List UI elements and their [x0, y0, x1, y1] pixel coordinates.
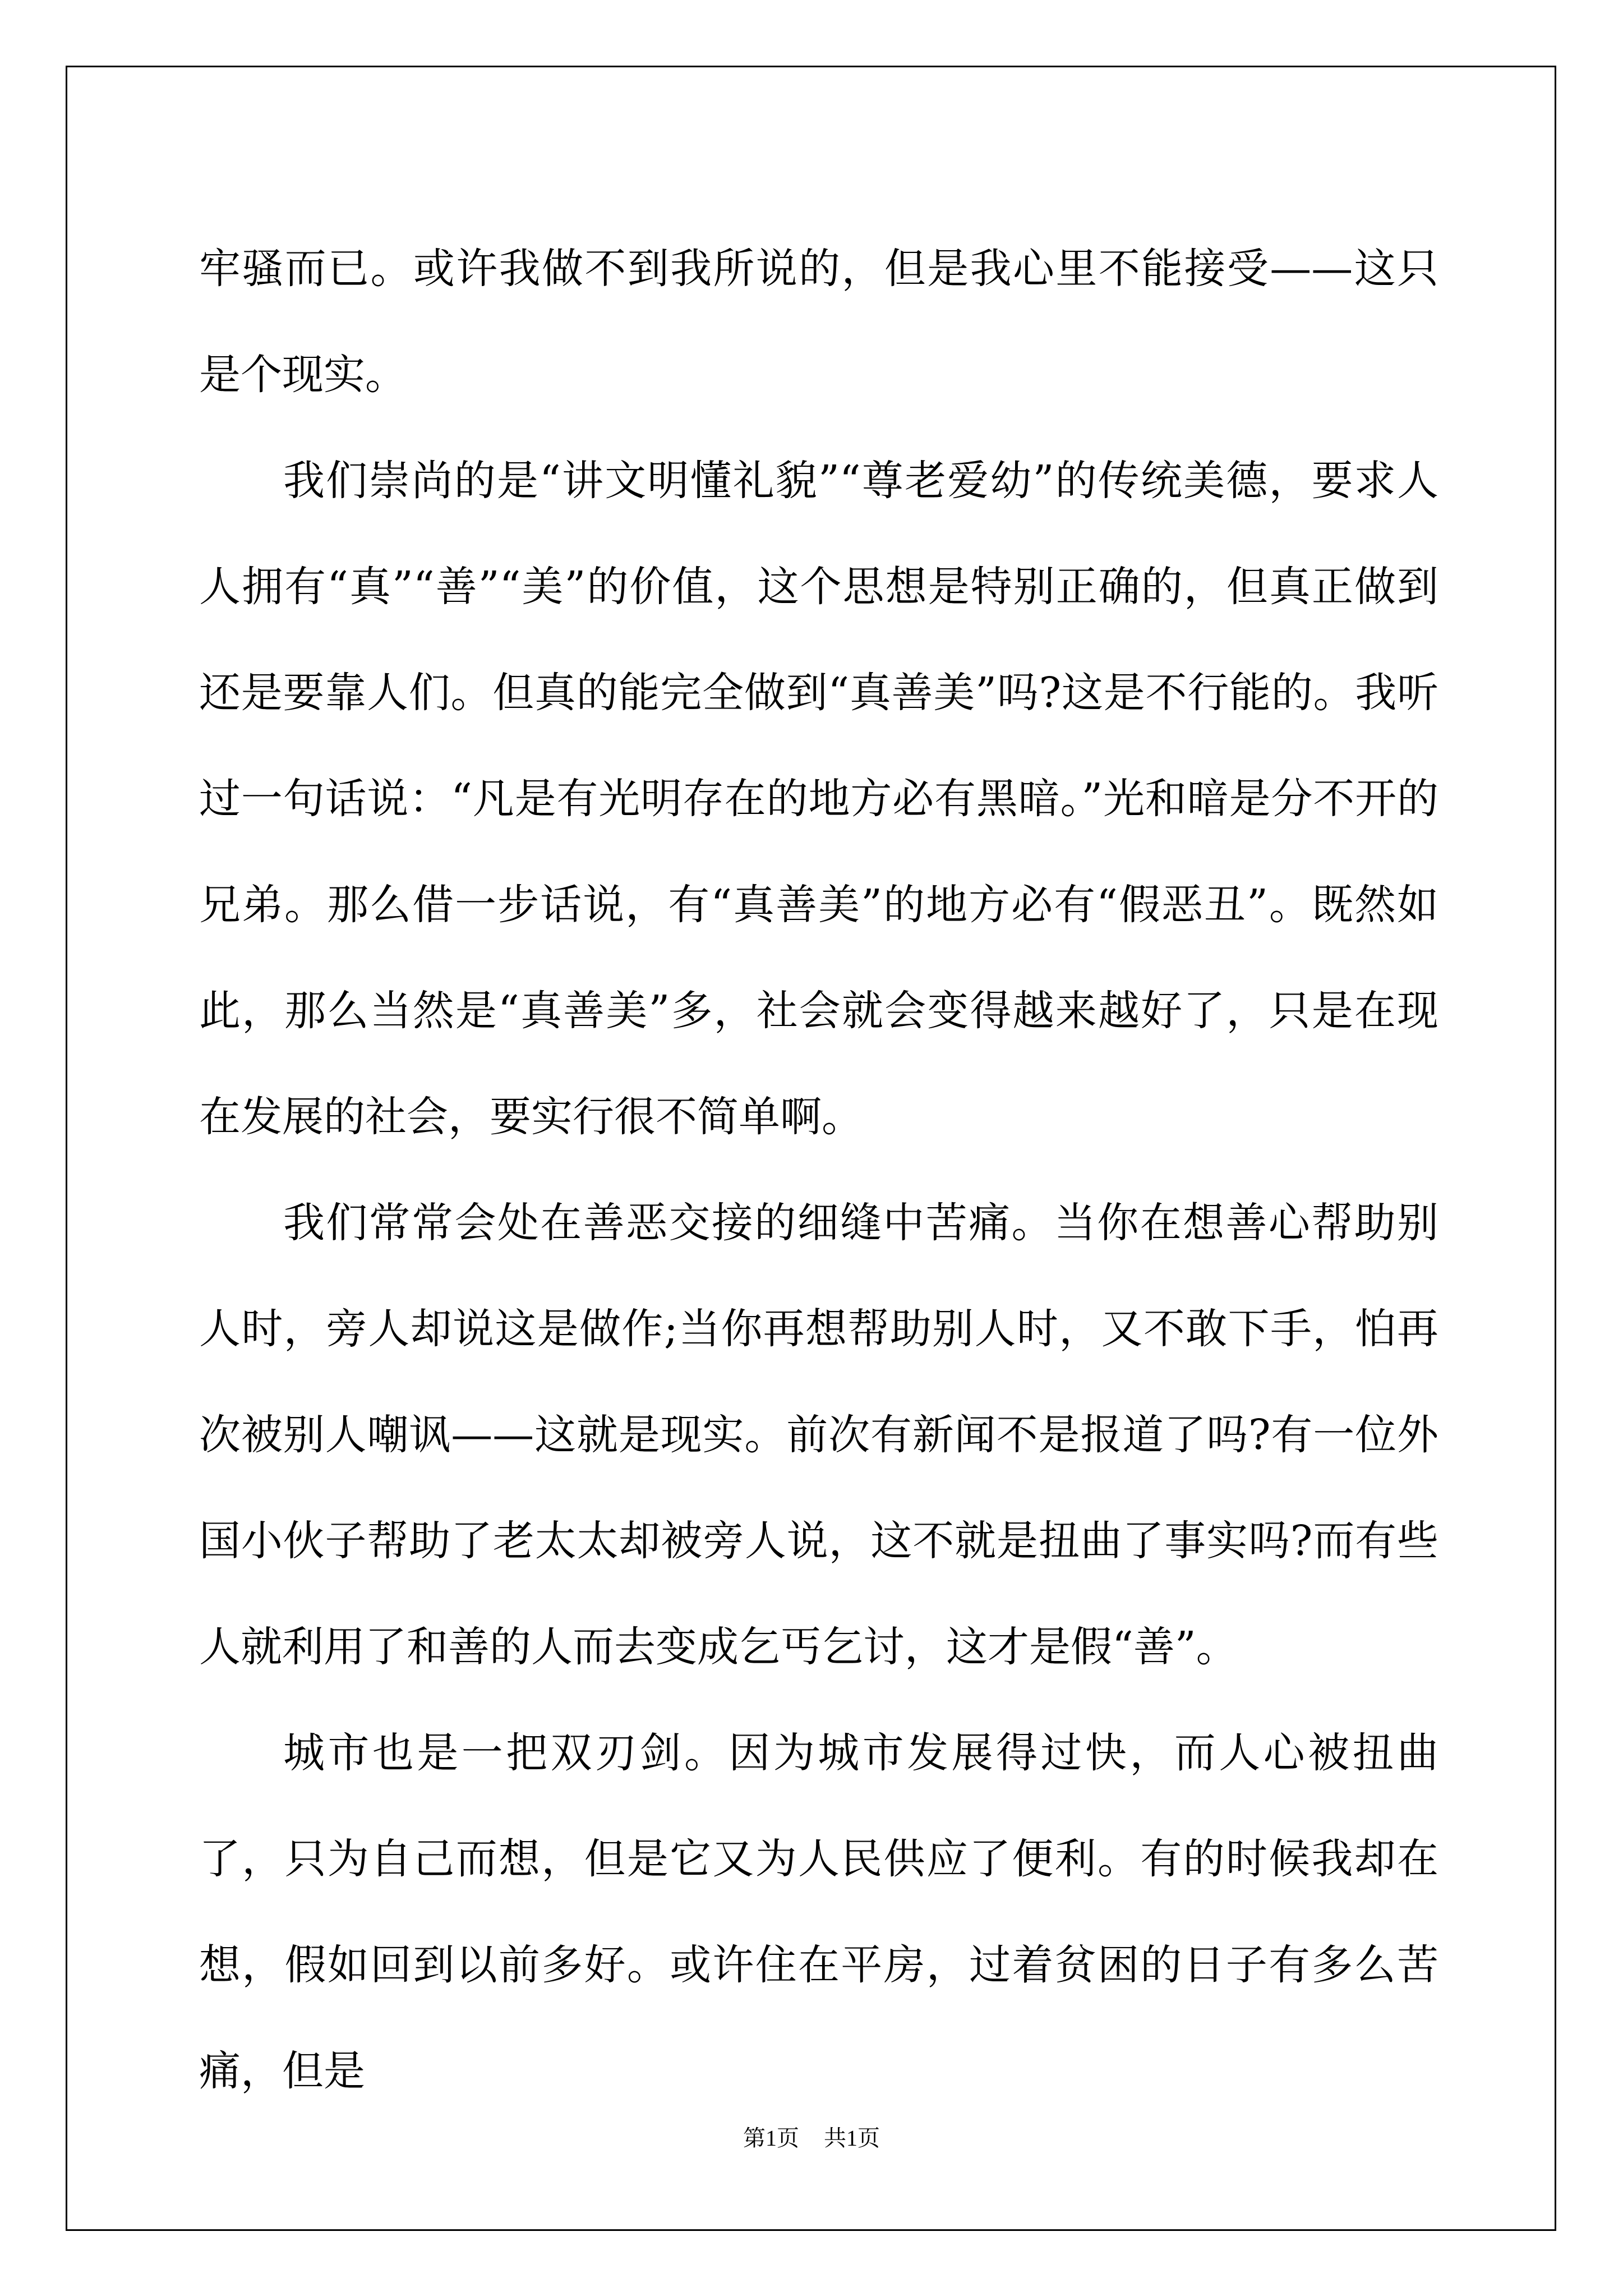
document-body	[199, 216, 1438, 2124]
paragraph-2: 我们崇尚的是“讲文明懂礼貌”“尊老爱幼”的传统美德，要求人人拥有“真”“善”“美”的价值，这个思想是特别正确的，但真正做到还是要靠人们。但真的能完全做到“真善美”吗?这是不行能的。我听过一句话说：“凡是有光明存在的地方必有黑暗。”光和暗是分不开的兄弟。那么借一步话说，有“真善美”的地方必有“假恶丑”。既然如此，那么当然是“真善美”多，社会就会变得越来越好了，只是在现在发展的社会，要实行很不简单啊。	[199, 457, 1438, 1141]
paragraph-3: 我们常常会处在善恶交接的细缝中苦痛。当你在想善心帮助别人时，旁人却说这是做作;当你再想帮助别人时，又不敢下手，怕再次被别人嘲讽——这就是现实。前次有新闻不是报道了吗?有一位外国小伙子帮助了老太太却被旁人说，这不就是扭曲了事实吗?而有些人就利用了和善的人而去变成乞丐乞讨，这才是假“善”。	[199, 1199, 1438, 1671]
paragraph-1: 牢骚而已。或许我做不到我所说的，但是我心里不能接受——这只是个现实。	[199, 245, 1438, 399]
page-total: 共1页	[824, 2125, 880, 2151]
paragraph-4: 城市也是一把双刃剑。因为城市发展得过快，而人心被扭曲了，只为自己而想，但是它又为人民供应了便利。有的时候我却在想，假如回到以前多好。或许住在平房，过着贫困的日子有多么苦痛，但是	[199, 1729, 1438, 2095]
page-footer	[0, 2120, 1623, 2152]
page-number: 第1页	[743, 2125, 799, 2151]
